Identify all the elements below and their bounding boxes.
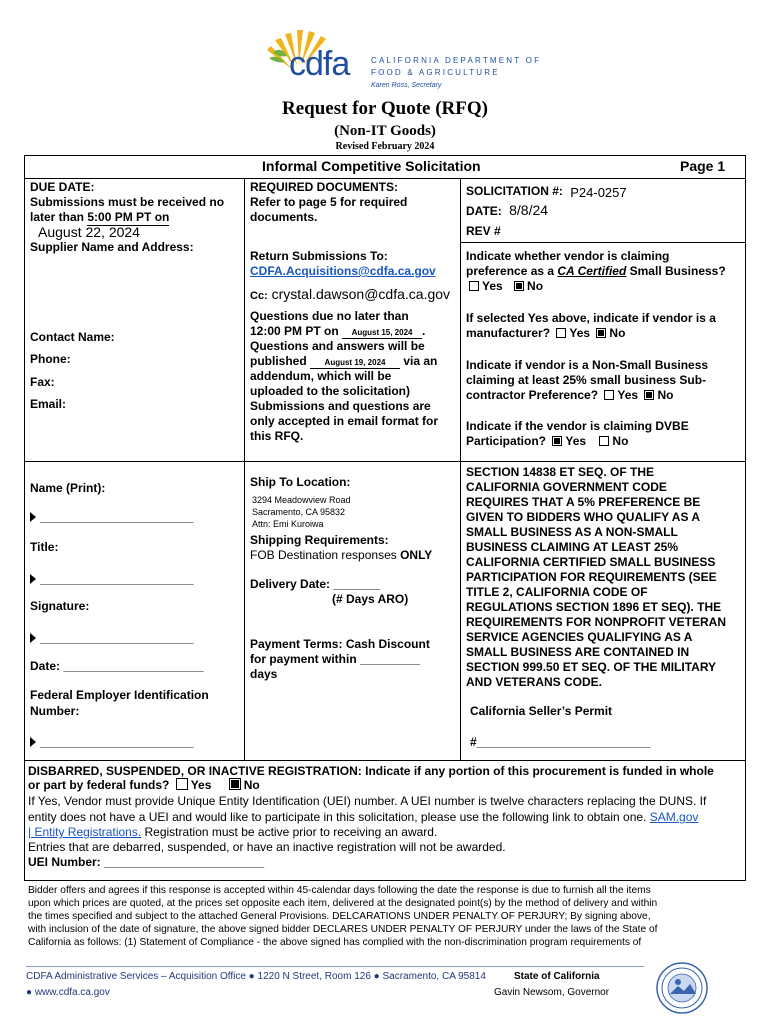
disbarred-line2 [28, 778, 260, 793]
signature-label: Signature: [30, 599, 90, 613]
preference-line: PARTICIPATION FOR REQUIREMENTS (SEE [466, 570, 717, 584]
title-line: _______________________ [40, 572, 194, 586]
footer-address: CDFA Administrative Services – Acquisition Office ● 1220 N Street, Room 126 ● Sacramento, CA 95814 [26, 971, 486, 982]
preference-line: REQUIREMENTS FOR NONPROFIT VETERAN [466, 615, 727, 629]
disbarred-line3: If Yes, Vendor must provide Unique Entity Identification (UEI) number. A UEI number is twelve characters replacing the DUNS. If [28, 794, 707, 808]
preference-line: REQUIRES THAT A 5% PREFERENCE BE [466, 495, 701, 509]
uei-number-field[interactable]: UEI Number: ________________________ [28, 855, 265, 869]
disbarred-line5-text: Registration must be active prior to receiving an award. [141, 825, 438, 839]
q3-yes-checkbox[interactable] [604, 390, 614, 400]
questions-line8: only accepted in email format for [250, 414, 439, 428]
footer-governor: Gavin Newsom, Governor [494, 987, 610, 998]
cc-line [250, 286, 450, 305]
disbarred-line6: Entries that are debarred, suspended, or have an inactive registration will not be awarded. [28, 840, 506, 854]
disbarred-line1: DISBARRED, SUSPENDED, OR INACTIVE REGISTRATION: Indicate if any portion of this procurement is funded in whole [28, 764, 714, 778]
contact-name-label: Contact Name: [30, 330, 115, 344]
preference-section-text [466, 465, 744, 690]
preference-line: CALIFORNIA GOVERNMENT CODE [466, 480, 667, 494]
due-date-line1: Submissions must be received no [30, 195, 225, 209]
q4-yes-checkbox[interactable] [552, 436, 562, 446]
fein-field[interactable] [30, 735, 194, 750]
preference-line: SECTION 999.50 ET SEQ. OF THE MILITARY [466, 660, 717, 674]
q2-yes-label: Yes [569, 326, 591, 340]
ship-address-line1: 3294 Meadowview Road [252, 495, 351, 505]
questions-line2: 12:00 PM PT on August 15, 2024 . [250, 324, 426, 338]
q4-yes-label: Yes [565, 434, 587, 448]
questions-line4 [250, 354, 437, 369]
section-title: Informal Competitive Solicitation [262, 158, 481, 174]
shipping-requirements-text: FOB Destination responses [250, 548, 401, 562]
federal-yes-label: Yes [190, 778, 212, 792]
bidder-line: Bidder offers and agrees if this response is accepted within 45-calendar days following the date the response is due to furnish all the items [28, 885, 651, 896]
phone-label: Phone: [30, 352, 71, 366]
payment-days-field[interactable]: _________ [360, 652, 421, 666]
q4-line2-text: Participation? [466, 434, 547, 448]
preference-line: SECTION 14838 ET SEQ. OF THE [466, 465, 655, 479]
questions-line1: Questions due no later than [250, 309, 409, 323]
questions-line5: addendum, which will be [250, 369, 392, 383]
questions-due-date-field[interactable]: August 15, 2024 [342, 328, 422, 339]
cdfa-logo [255, 28, 370, 92]
sam-gov-link[interactable]: SAM.gov [649, 810, 699, 824]
q3-yes-label: Yes [617, 388, 639, 402]
q3-line1: Indicate if vendor is a Non-Small Business [466, 358, 709, 372]
page-title: Request for Quote (RFQ) [282, 98, 488, 119]
due-date-value[interactable]: August 22, 2024 [38, 224, 140, 240]
bidder-line: with inclusion of the date of signature, the above signed bidder DECLARES UNDER PENALTY OF PERJURY under the laws of the State of [28, 924, 658, 935]
solicitation-label: SOLICITATION #: [466, 184, 563, 198]
page-subtitle: (Non-IT Goods) [334, 123, 436, 139]
q2-line1: If selected Yes above, indicate if vendor is a [466, 311, 716, 325]
secretary-name: Karen Ross, Secretary [371, 82, 442, 89]
q1-no-checkbox[interactable] [514, 281, 524, 291]
ca-certified-text: CA Certified [557, 264, 627, 278]
payment-terms-line3: days [250, 667, 278, 681]
payment-terms-line2-text: for payment within [250, 652, 361, 666]
signature-field[interactable] [30, 631, 194, 646]
bidder-agreement [28, 884, 744, 949]
footer-website[interactable]: ● www.cdfa.ca.gov [26, 987, 110, 998]
q2-yes-checkbox[interactable] [556, 328, 566, 338]
shipping-only: ONLY [400, 548, 433, 562]
bidder-line: upon which prices are quoted, at the prices set opposite each item, delivered at the designated point(s) by the method of delivery and within [28, 898, 658, 909]
q1-yes-label: Yes [482, 279, 503, 293]
fein-label-line1: Federal Employer Identification [30, 688, 209, 702]
rev-label: REV # [466, 224, 501, 238]
preference-line: SMALL BUSINESS ARE CONTAINED IN [466, 645, 690, 659]
solicitation-row [466, 183, 627, 199]
ship-address-line2: Sacramento, CA 95832 [252, 507, 346, 517]
fein-line: _______________________ [40, 735, 194, 749]
footer-state: State of California [514, 971, 600, 982]
preference-line: GIVEN TO BIDDERS WHO QUALIFY AS A [466, 510, 701, 524]
q1-no-label: No [527, 279, 544, 293]
shipping-requirements-value [250, 548, 432, 563]
q1-line2 [466, 264, 726, 279]
questions-line6: uploaded to the solicitation) [250, 384, 410, 398]
questions-line9: this RFQ. [250, 429, 304, 443]
due-date-line2-prefix: later than [30, 210, 88, 224]
signature-line: _______________________ [40, 631, 194, 645]
email-label: Email: [30, 397, 67, 411]
sellers-permit-field[interactable]: #__________________________ [470, 735, 651, 749]
return-email-link[interactable]: CDFA.Acquisitions@cdfa.ca.gov [250, 264, 436, 278]
cc-email[interactable]: crystal.dawson@cdfa.ca.gov [271, 286, 451, 302]
q3-line3-text: contractor Preference? [466, 388, 599, 402]
disbarred-line4-text: entity does not have a UEI and would like to participate in this solicitation, please use the following link to obtain one. [28, 810, 650, 824]
rfq-date-label: DATE: [466, 204, 502, 218]
sellers-permit-label: California Seller’s Permit [470, 704, 613, 718]
federal-yes-checkbox[interactable] [176, 778, 188, 790]
date-field[interactable]: Date: _____________________ [30, 659, 204, 673]
arrow-icon [30, 737, 36, 747]
required-docs-line1: Refer to page 5 for required [250, 195, 408, 209]
q2-no-label: No [609, 326, 626, 340]
bidder-line: California as follows: (1) Statement of Compliance - the above signed has complied with the non-discrimination program requirements of [28, 937, 642, 948]
q2-line2 [466, 326, 625, 341]
arrow-icon [30, 633, 36, 643]
delivery-date-field[interactable]: Delivery Date: _______ [250, 577, 381, 591]
preference-line: AND VETERANS CODE. [466, 675, 603, 689]
arrow-icon [30, 512, 36, 522]
arrow-icon [30, 574, 36, 584]
ship-to-label: Ship To Location: [250, 475, 351, 489]
fein-label-line2: Number: [30, 704, 80, 718]
q1-yes-checkbox[interactable] [469, 281, 479, 291]
preference-line: CALIFORNIA CERTIFIED SMALL BUSINESS [466, 555, 716, 569]
title-label: Title: [30, 540, 59, 554]
required-docs-label: REQUIRED DOCUMENTS: [250, 180, 399, 194]
bidder-line: the times specified and subject to the attached General Provisions. DELCARATIONS UNDER PENALTY OF PERJURY; By signing above, [28, 911, 651, 922]
preference-line: BUSINESS CLAIMING AT LEAST 25% [466, 540, 679, 554]
q4-line2 [466, 434, 628, 449]
q3-no-checkbox[interactable] [644, 390, 654, 400]
payment-terms-line1: Payment Terms: Cash Discount [250, 637, 430, 651]
due-date-label: DUE DATE: [30, 180, 95, 194]
q2-line2-text: manufacturer? [466, 326, 551, 340]
questions-line4-suffix: via an [403, 354, 438, 368]
disbarred-line5 [28, 825, 437, 840]
q3-line2: claiming at least 25% small business Sub- [466, 373, 707, 387]
name-print-line: _______________________ [40, 510, 194, 524]
q3-no-label: No [657, 388, 674, 402]
page-number: Page 1 [680, 158, 726, 174]
q4-no-checkbox[interactable] [599, 436, 609, 446]
due-time: 5:00 PM PT on [87, 210, 170, 224]
q1-line1: Indicate whether vendor is claiming [466, 249, 670, 263]
supplier-label: Supplier Name and Address: [30, 240, 194, 254]
federal-no-label: No [243, 778, 260, 792]
title-field[interactable] [30, 572, 194, 587]
questions-line3: Questions and answers will be [250, 339, 425, 353]
ship-address-line3: Attn: Emi Kuroiwa [252, 519, 324, 529]
q3-line3 [466, 388, 673, 403]
shipping-requirements-label: Shipping Requirements: [250, 533, 389, 547]
rfq-date-value[interactable]: 8/8/24 [509, 202, 549, 218]
questions-line4-prefix: published [250, 354, 307, 368]
delivery-days-aro: (# Days ARO) [332, 592, 409, 606]
preference-line: REGULATIONS SECTION 1896 ET SEQ). THE [466, 600, 722, 614]
federal-no-checkbox[interactable] [229, 778, 241, 790]
state-seal-icon [656, 962, 708, 1014]
dept-name-line1: CALIFORNIA DEPARTMENT OF [371, 56, 542, 65]
revised-date: Revised February 2024 [335, 141, 435, 152]
required-docs-line2: documents. [250, 210, 318, 224]
q4-no-label: No [612, 434, 629, 448]
payment-terms-line2 [250, 652, 420, 667]
disbarred-question: or part by federal funds? [28, 778, 170, 792]
questions-line2-prefix: 12:00 PM PT on [250, 324, 339, 338]
dept-name-line2: FOOD & AGRICULTURE [371, 68, 500, 77]
logo-wordmark: cdfa [289, 45, 350, 83]
preference-line: SERVICE AGENCIES QUALIFYING AS A [466, 630, 693, 644]
cc-label: Cc: [250, 290, 268, 302]
published-date-field[interactable]: August 19, 2024 [310, 358, 400, 369]
q1-line2-suffix: Small Business? [626, 264, 726, 278]
q4-line1: Indicate if the vendor is claiming DVBE [466, 419, 689, 433]
q1-line2-prefix: preference as a [466, 264, 558, 278]
name-print-label: Name (Print): [30, 481, 106, 495]
return-submissions-label: Return Submissions To: [250, 249, 388, 263]
name-print-field[interactable] [30, 510, 194, 525]
preference-line: TITLE 2, CALIFORNIA CODE OF [466, 585, 648, 599]
date-row [466, 203, 548, 219]
q2-no-checkbox[interactable] [596, 328, 606, 338]
q1-options [466, 279, 543, 294]
questions-line7: Submissions and questions are [250, 399, 431, 413]
preference-line: SMALL BUSINESS AS A NON-SMALL [466, 525, 678, 539]
solicitation-number[interactable]: P24-0257 [570, 185, 627, 200]
fax-label: Fax: [30, 375, 55, 389]
entity-registrations-link[interactable]: | Entity Registrations. [28, 825, 142, 839]
disbarred-line4 [28, 810, 698, 825]
